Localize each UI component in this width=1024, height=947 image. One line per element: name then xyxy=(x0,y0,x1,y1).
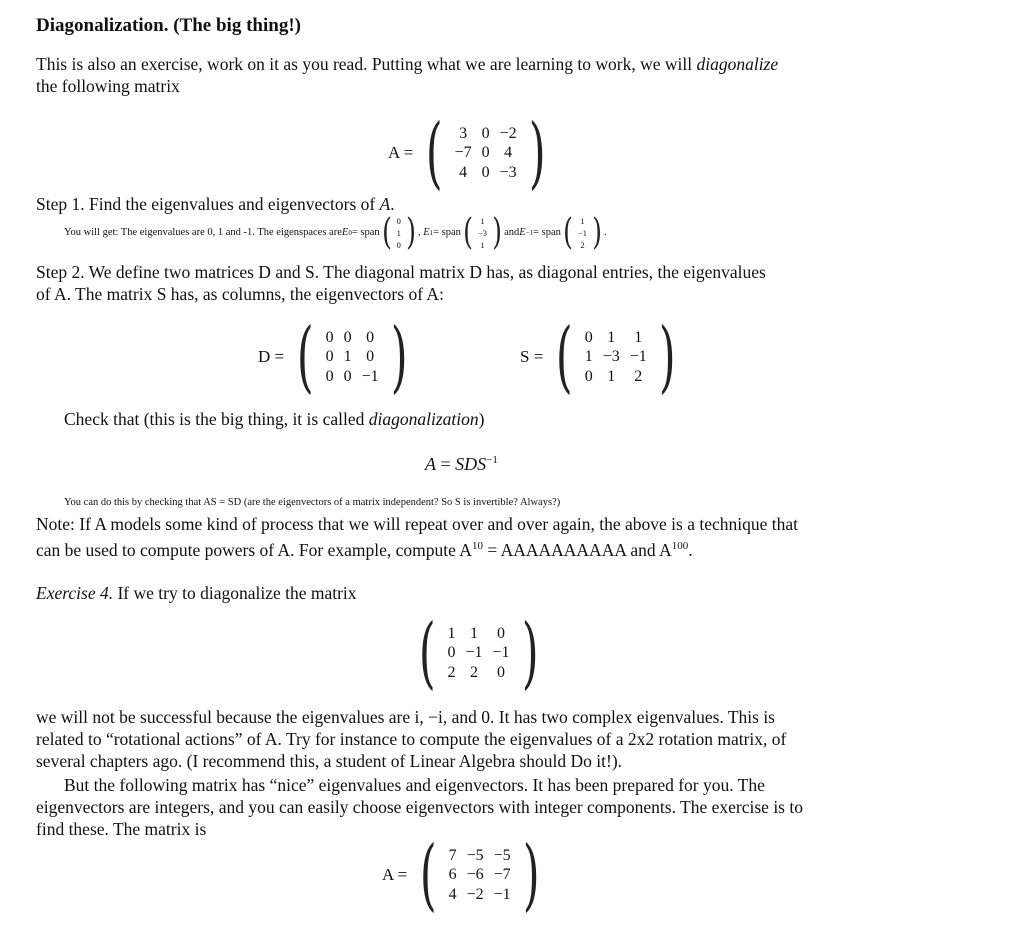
cell: −5 xyxy=(493,846,511,864)
cell: −1 xyxy=(493,885,511,903)
cell: −7 xyxy=(493,866,511,884)
step1-label: Step 1. Find the eigenvalues and eigenvectors of xyxy=(36,194,380,214)
cell: −1 xyxy=(361,367,379,385)
matrix-b xyxy=(412,608,545,698)
cell: 0 xyxy=(584,328,593,346)
span-text: = span xyxy=(433,227,461,238)
left-paren: ( xyxy=(296,312,314,402)
cell: 1 xyxy=(447,624,456,642)
note-line1: Note: If A models some kind of process that we will repeat over and over again, the above is a technique that xyxy=(36,514,798,534)
span-text: = span xyxy=(533,227,561,238)
cell: −2 xyxy=(499,124,517,142)
left-paren: ( xyxy=(426,108,443,198)
span-text: = span xyxy=(351,227,380,238)
cell: 0 xyxy=(584,367,593,385)
cell: −1 xyxy=(465,644,483,662)
cell: −3 xyxy=(477,228,488,238)
matrix-d xyxy=(258,312,414,402)
step1-small-note xyxy=(64,214,607,252)
cell: −6 xyxy=(466,866,484,884)
cell: 0 xyxy=(343,328,352,346)
and-text: and xyxy=(504,227,520,238)
left-paren: ( xyxy=(463,212,473,253)
cell: 0 xyxy=(325,328,334,346)
left-paren: ( xyxy=(420,830,437,920)
e0-sub: 0 xyxy=(348,229,352,237)
cell: −3 xyxy=(499,163,517,181)
matrix-a-grid xyxy=(450,124,522,183)
matrix-d-label: D = xyxy=(258,347,285,366)
complex-paragraph xyxy=(36,706,956,772)
check-label: Check that (this is the big thing, it is called xyxy=(64,409,369,429)
complex-line2: related to “rotational actions” of A. Try for instance to compute the eigenvalues of a 2x2 rotation matrix, of xyxy=(36,729,787,749)
cell: 2 xyxy=(634,367,643,385)
right-paren: ) xyxy=(592,212,602,253)
check-close: ) xyxy=(478,409,485,429)
matrix-s-grid xyxy=(580,328,652,387)
cell: 0 xyxy=(343,367,352,385)
exercise-text xyxy=(36,582,357,604)
formula-rhs: SDS xyxy=(455,454,487,474)
cell: 2 xyxy=(469,663,478,681)
nice-line2: eigenvectors are integers, and you can easily choose eigenvectors with integer components. The exercise is to xyxy=(36,797,803,817)
cell: 1 xyxy=(584,348,593,366)
complex-line1: we will not be successful because the eigenvalues are i, −i, and 0. It has two complex eigenvalues. This is xyxy=(36,707,775,727)
note-prefix: You will get: The eigenvalues are 0, 1 and -1. The eigenspaces are xyxy=(64,227,342,238)
check-small-note: You can do this by checking that AS = SD (are the eigenvectors of a matrix independent? So S is invertible? Always?) xyxy=(64,497,561,508)
cell: 6 xyxy=(448,866,457,884)
intro-emph: diagonalize xyxy=(696,54,779,74)
step1-text xyxy=(36,193,395,215)
cell: −7 xyxy=(454,144,472,162)
cell: −1 xyxy=(629,348,647,366)
matrix-b-grid xyxy=(442,624,514,683)
right-paren: ) xyxy=(521,608,539,698)
eigenvector-0 xyxy=(380,214,418,252)
cell: 0 xyxy=(396,216,401,226)
note-line2c: . xyxy=(688,539,693,560)
right-paren: ) xyxy=(492,212,502,253)
matrix-a-label: A = xyxy=(388,143,414,162)
cell: 0 xyxy=(481,124,490,142)
cell: 1 xyxy=(396,228,401,238)
eigenvector-minus1 xyxy=(561,214,604,252)
matrix-a-second xyxy=(382,830,546,920)
left-paren: ( xyxy=(381,212,392,253)
note-line2a: can be used to compute powers of A. For example, compute A xyxy=(36,539,472,560)
cell: 1 xyxy=(480,216,485,226)
period: . xyxy=(604,227,607,238)
matrix-a2-label: A = xyxy=(382,865,408,884)
cell: 4 xyxy=(504,144,513,162)
exercise-label: Exercise 4. xyxy=(36,583,114,603)
cell: 3 xyxy=(459,124,468,142)
cell: 4 xyxy=(448,885,457,903)
step2-line1: Step 2. We define two matrices D and S. The diagonal matrix D has, as diagonal entries, the eigenvalues xyxy=(36,262,766,282)
note-line2b: = AAAAAAAAAA and A xyxy=(482,539,672,560)
left-paren: ( xyxy=(556,312,573,402)
right-paren: ) xyxy=(528,108,546,198)
check-emph: diagonalization xyxy=(368,409,479,429)
cell: 0 xyxy=(481,144,490,162)
cell: 1 xyxy=(580,216,585,226)
formula-lhs: A xyxy=(425,454,436,474)
cell: 0 xyxy=(366,328,375,346)
nice-line3: find these. The matrix is xyxy=(36,819,207,839)
em1-sub: −1 xyxy=(525,229,534,237)
note-paragraph xyxy=(36,513,956,561)
cell: 0 xyxy=(496,663,505,681)
right-paren: ) xyxy=(390,312,408,402)
note-exp100: 100 xyxy=(671,540,689,552)
cell: 1 xyxy=(480,240,485,250)
cell: 1 xyxy=(634,328,643,346)
right-paren: ) xyxy=(406,212,416,253)
note-exp10: 10 xyxy=(471,540,483,552)
cell: 0 xyxy=(396,240,401,250)
exercise-body: If we try to diagonalize the matrix xyxy=(113,583,357,603)
e1-sub: 1 xyxy=(429,229,434,237)
cell: −1 xyxy=(492,644,510,662)
intro-text: This is also an exercise, work on it as you read. Putting what we are learning to work, we will xyxy=(36,54,697,74)
nice-paragraph xyxy=(36,774,956,840)
cell: 0 xyxy=(366,348,375,366)
cell: 2 xyxy=(580,240,585,250)
cell: 0 xyxy=(325,367,334,385)
cell: 1 xyxy=(607,328,616,346)
formula-exp: −1 xyxy=(486,454,498,466)
cell: 4 xyxy=(459,163,468,181)
matrix-s-label: S = xyxy=(520,347,544,366)
comma: , xyxy=(417,227,421,238)
matrix-a-first xyxy=(388,108,552,198)
step1-var: A xyxy=(379,194,391,214)
cell: 7 xyxy=(448,846,457,864)
right-paren: ) xyxy=(522,830,540,920)
cell: −1 xyxy=(577,228,587,238)
cell: −3 xyxy=(602,348,620,366)
matrix-d-grid xyxy=(321,328,384,387)
cell: 0 xyxy=(447,644,456,662)
cell: 1 xyxy=(607,367,616,385)
left-paren: ( xyxy=(563,212,573,253)
matrix-a2-grid xyxy=(444,846,516,905)
check-text xyxy=(64,408,484,430)
eigenvector-1 xyxy=(461,214,504,252)
cell: 0 xyxy=(481,163,490,181)
intro-text-line2: the following matrix xyxy=(36,76,180,96)
cell: 0 xyxy=(325,348,334,366)
e0-label: E xyxy=(341,227,349,238)
cell: 1 xyxy=(469,624,478,642)
intro-paragraph xyxy=(36,53,936,97)
cell: 2 xyxy=(447,663,456,681)
cell: 1 xyxy=(343,348,352,366)
em1-label: E xyxy=(519,227,526,238)
step1-period: . xyxy=(390,194,395,214)
cell: −2 xyxy=(466,885,484,903)
left-paren: ( xyxy=(418,608,436,698)
matrix-s xyxy=(520,312,682,402)
cell: 0 xyxy=(496,624,505,642)
diagonalization-formula xyxy=(425,449,498,475)
complex-line3: several chapters ago. (I recommend this, a student of Linear Algebra should Do it!). xyxy=(36,751,623,771)
step2-line2: of A. The matrix S has, as columns, the eigenvectors of A: xyxy=(36,284,444,304)
e1-label: E xyxy=(423,227,430,238)
nice-line1: But the following matrix has “nice” eigenvalues and eigenvectors. It has been prepared for you. The xyxy=(64,775,765,795)
formula-eq: = xyxy=(436,454,456,474)
section-title: Diagonalization. (The big thing!) xyxy=(36,15,301,36)
cell: −5 xyxy=(466,846,484,864)
right-paren: ) xyxy=(658,312,676,402)
step2-paragraph xyxy=(36,261,956,305)
